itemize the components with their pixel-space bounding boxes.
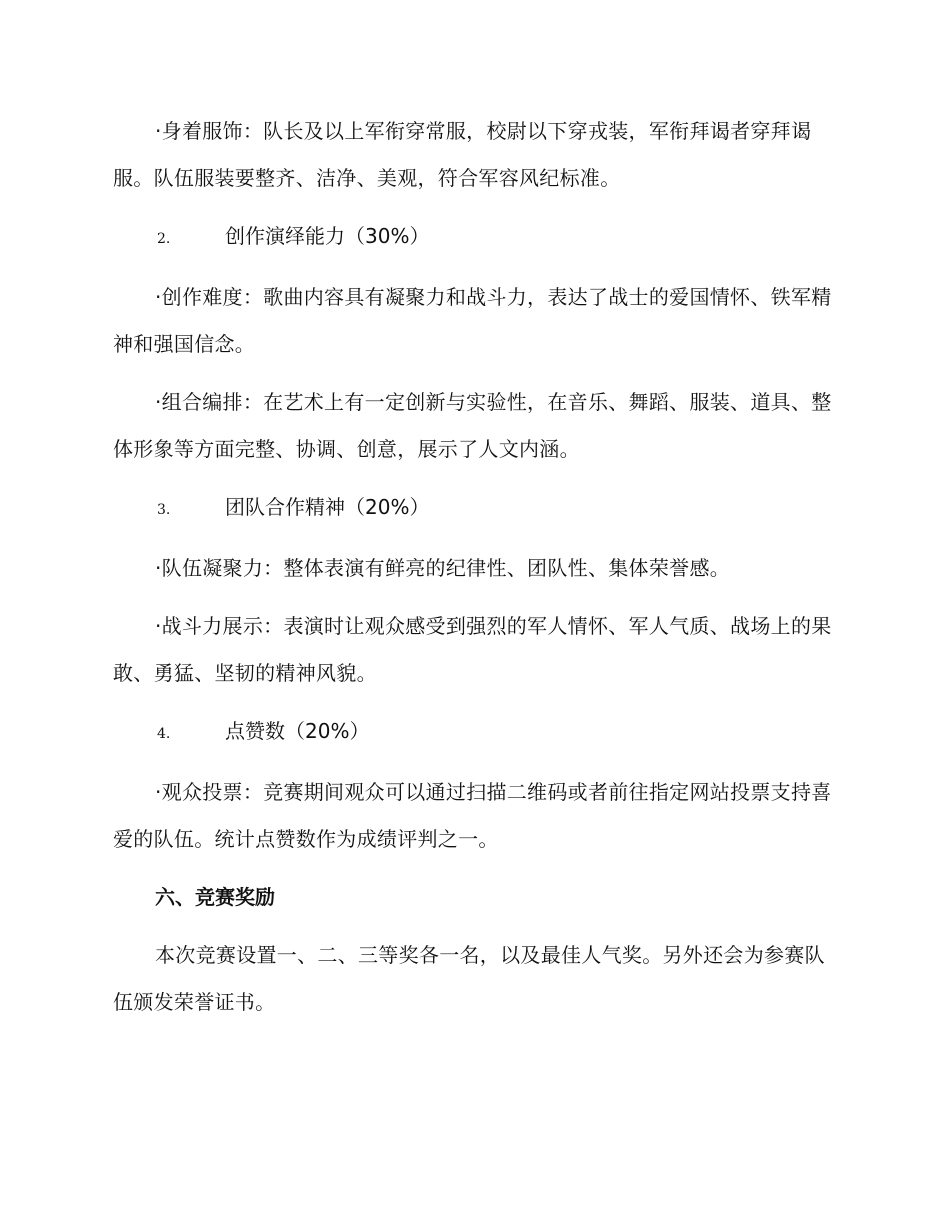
paragraph-audience-vote: ·观众投票：竞赛期间观众可以通过扫描二维码或者前往指定网站投票支持喜爱的队伍。统计点赞数作为成绩评判之一。 xyxy=(113,780,832,851)
paragraph-creative-difficulty: ·创作难度：歌曲内容具有凝聚力和战斗力，表达了战士的爱国情怀、铁军精神和强国信念。 xyxy=(113,285,832,356)
section-4-header xyxy=(113,708,835,758)
section-4-title: 点赞数（20%） xyxy=(225,719,370,743)
paragraph-arrangement: ·组合编排：在艺术上有一定创新与实验性，在音乐、舞蹈、服装、道具、整体形象等方面完整、协调、创意，展示了人文内涵。 xyxy=(113,390,832,461)
section-3-header xyxy=(113,484,835,534)
section-2-header xyxy=(113,213,835,263)
section-4-number: 4. xyxy=(157,726,171,742)
paragraph-awards: 本次竞赛设置一、二、三等奖各一名，以及最佳人气奖。另外还会为参赛队伍颁发荣誉证书。 xyxy=(113,943,825,1014)
section-2-title: 创作演绎能力（30%） xyxy=(225,224,430,248)
section-2-number: 2. xyxy=(157,231,171,247)
paragraph-cohesion: ·队伍凝聚力：整体表演有鲜亮的纪律性、团队性、集体荣誉感。 xyxy=(155,556,731,580)
section-3-title: 团队合作精神（20%） xyxy=(225,495,430,519)
section-3-number: 3. xyxy=(157,502,171,518)
paragraph-dress-code: ·身着服饰：队长及以上军衔穿常服，校尉以下穿戎装，军衔拜谒者穿拜谒服。队伍服装要整齐、洁净、美观，符合军容风纪标准。 xyxy=(113,119,812,190)
paragraph-combat-display: ·战斗力展示：表演时让观众感受到强烈的军人情怀、军人气质、战场上的果敢、勇猛、坚韧的精神风貌。 xyxy=(113,614,832,685)
heading-awards: 六、竞赛奖励 xyxy=(155,885,275,909)
document-body xyxy=(113,108,835,1037)
